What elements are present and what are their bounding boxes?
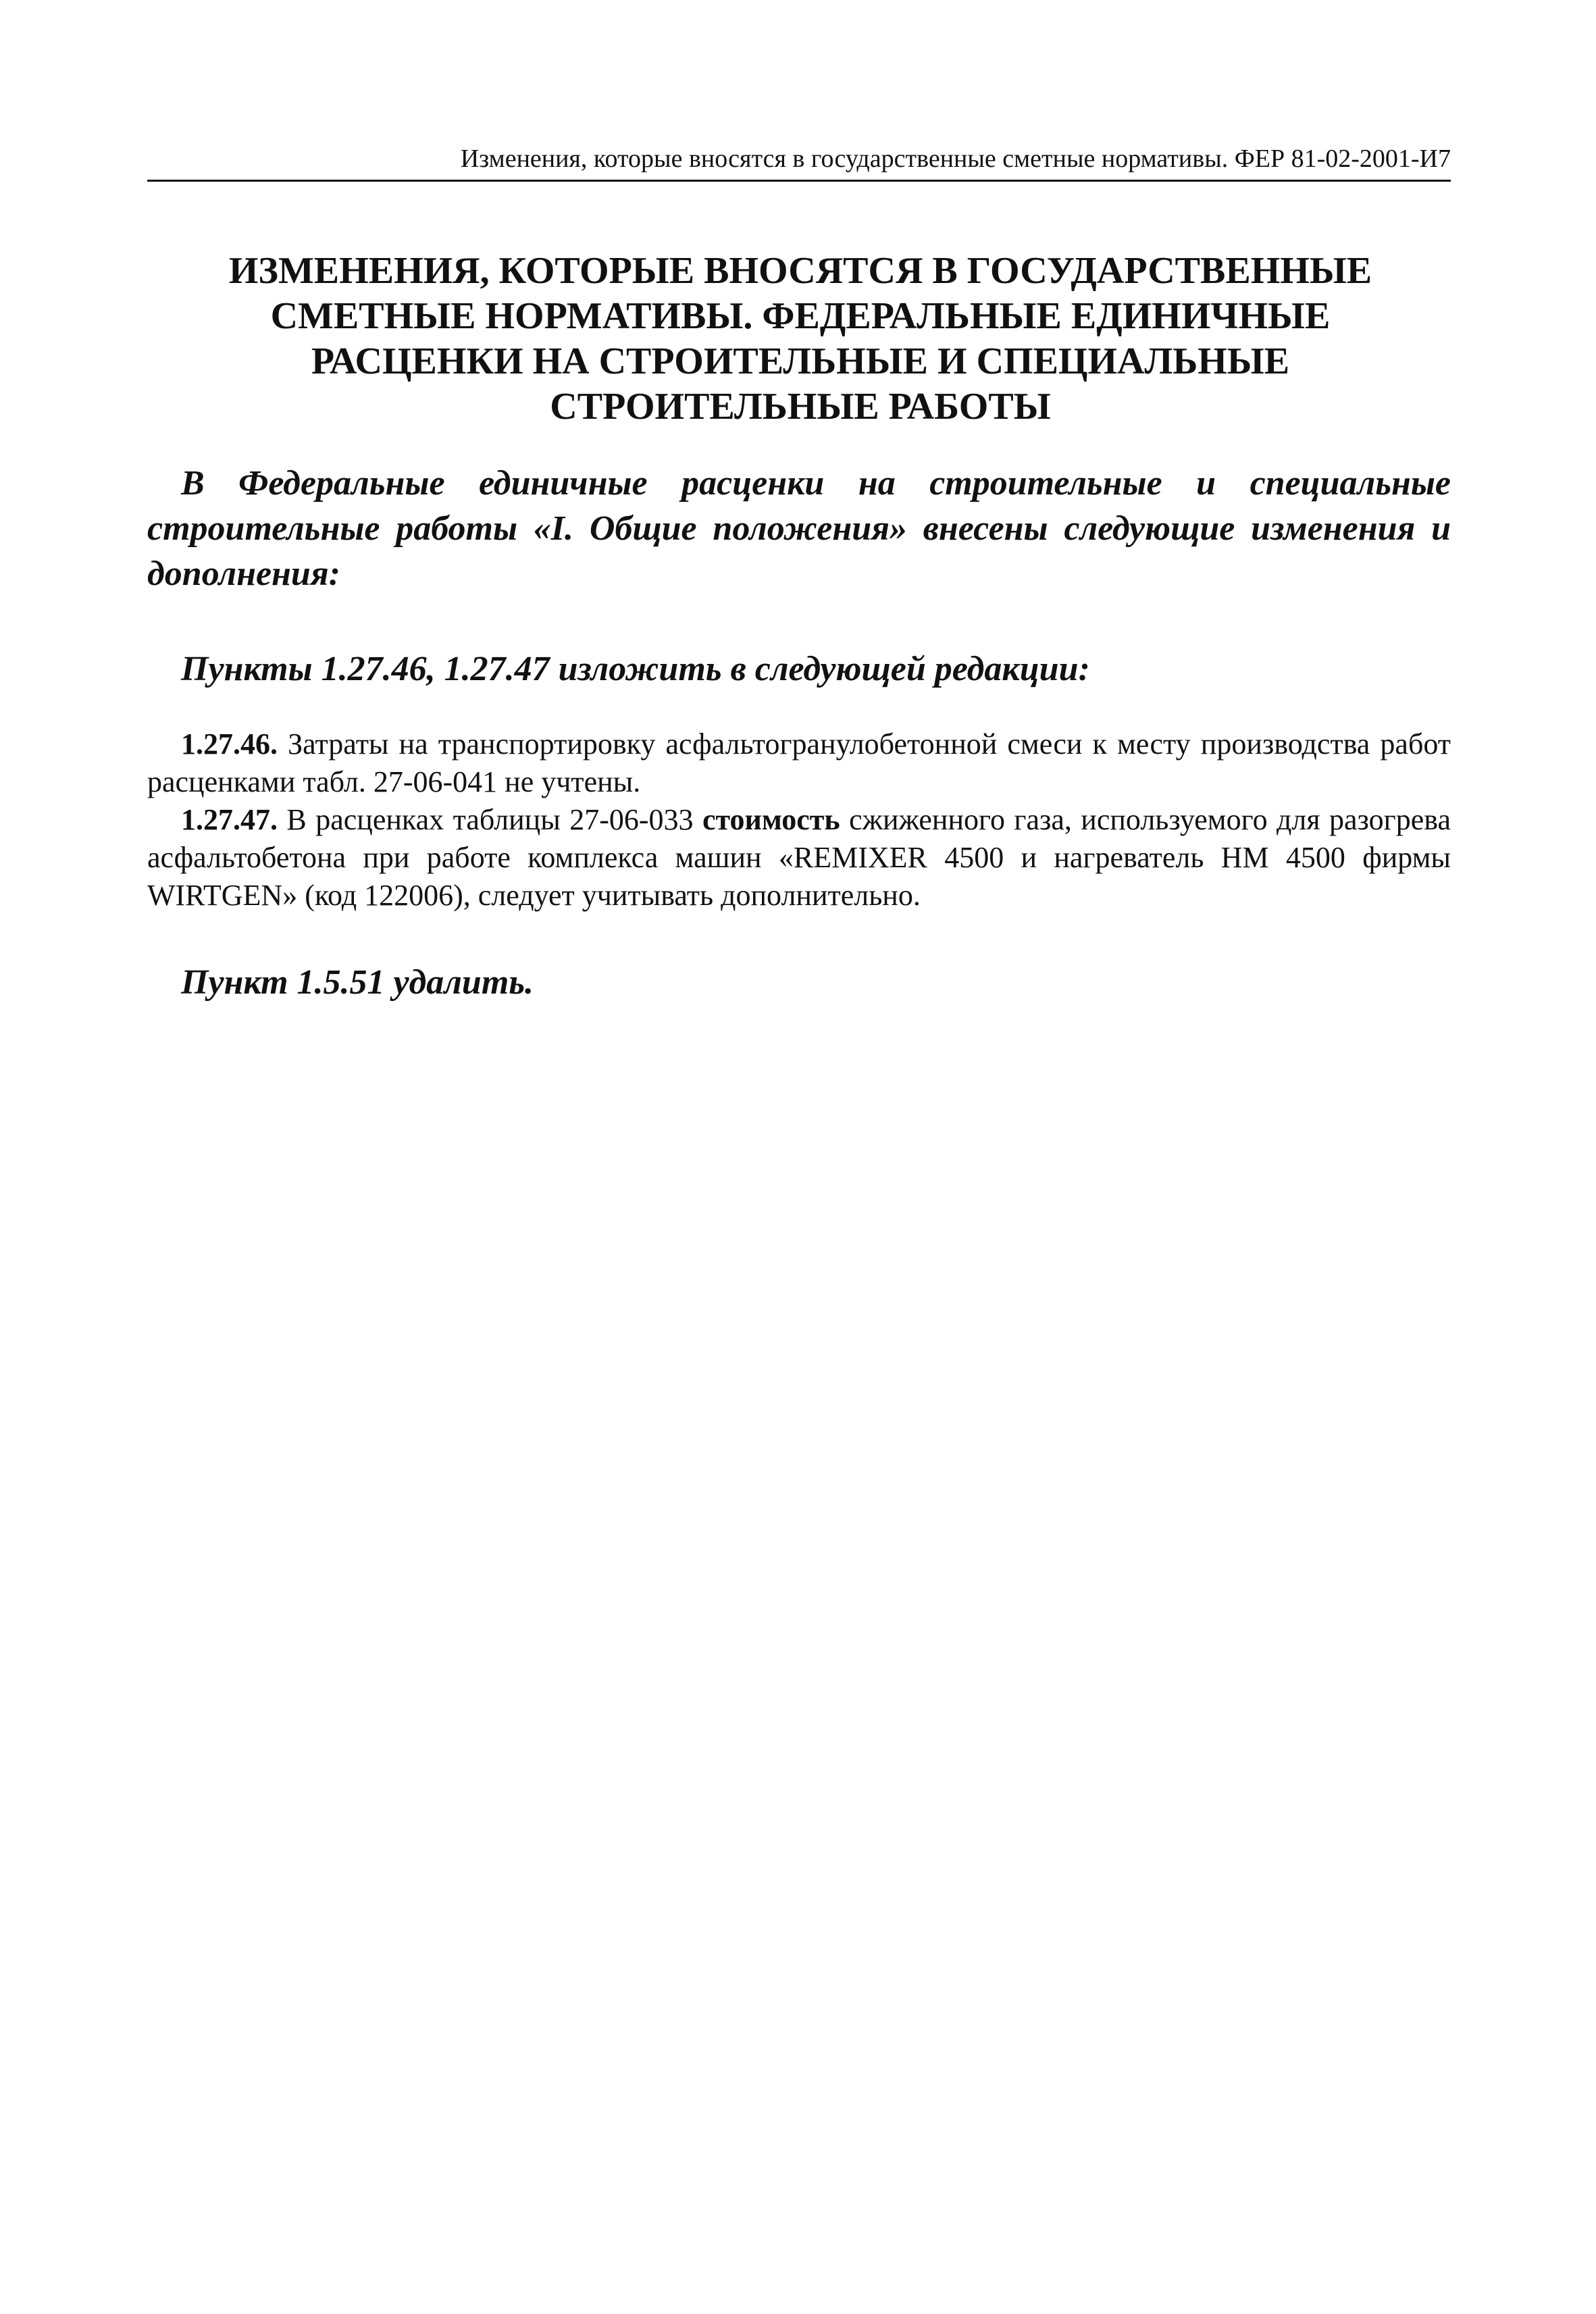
title-line: СМЕТНЫЕ НОРМАТИВЫ. ФЕДЕРАЛЬНЫЕ ЕДИНИЧНЫЕ xyxy=(270,295,1331,337)
section-heading: Пункт 1.5.51 удалить. xyxy=(181,963,534,1002)
item-number: 1.27.47. xyxy=(181,803,278,836)
item-text: сжиженного газа, используемого для разогрева асфальтобетона при работе комплекса машин «REMIXER 4500 и нагреватель HM 4500 фирмы WIRTGEN» (код 122006), следует учитывать дополнительно. xyxy=(147,803,1451,912)
intro-paragraph: В Федеральные единичные расценки на строительные и специальные строительные работы «I. Общие положения» внесены следующие изменения и дополнения: xyxy=(147,464,1451,593)
title-line: СТРОИТЕЛЬНЫЕ РАБОТЫ xyxy=(550,386,1051,428)
item-text: В расценках таблицы 27-06-033 xyxy=(278,803,702,836)
document-title xyxy=(203,249,1398,430)
header-rule xyxy=(147,180,1451,182)
running-header: Изменения, которые вносятся в государственные сметные нормативы. ФЕР 81-02-2001-И7 xyxy=(460,145,1451,173)
item-number: 1.27.46. xyxy=(181,727,278,761)
title-line: РАСЦЕНКИ НА СТРОИТЕЛЬНЫЕ И СПЕЦИАЛЬНЫЕ xyxy=(311,340,1290,382)
amendment-item xyxy=(147,801,1451,915)
item-text: Затраты на транспортировку асфальтогранулобетонной смеси к месту производства работ расценками табл. 27-06-041 не учтены. xyxy=(147,727,1451,798)
item-text-emphasis: стоимость xyxy=(702,803,840,836)
amendment-items xyxy=(147,725,1451,915)
title-line: ИЗМЕНЕНИЯ, КОТОРЫЕ ВНОСЯТСЯ В ГОСУДАРСТВЕННЫЕ xyxy=(228,250,1372,292)
section-heading: Пункты 1.27.46, 1.27.47 изложить в следующей редакции: xyxy=(181,650,1090,688)
amendment-item xyxy=(147,725,1451,801)
